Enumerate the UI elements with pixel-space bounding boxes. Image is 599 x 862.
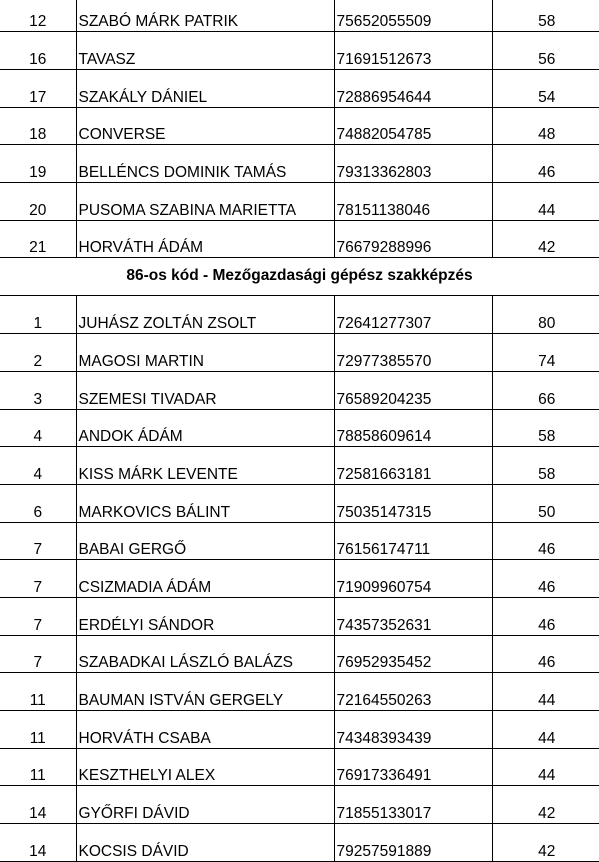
points-cell: 58	[492, 0, 599, 32]
name-cell: SZABADKAI LÁSZLÓ BALÁZS	[76, 635, 334, 673]
name-cell: BELLÉNCS DOMINIK TAMÁS	[76, 145, 334, 183]
rank-cell: 3	[0, 371, 76, 409]
name-cell: ANDOK ÁDÁM	[76, 409, 334, 447]
rank-cell: 20	[0, 182, 76, 220]
rank-cell: 7	[0, 598, 76, 636]
rank-cell: 19	[0, 145, 76, 183]
rank-cell: 4	[0, 447, 76, 485]
points-cell: 54	[492, 69, 599, 107]
points-cell: 42	[492, 220, 599, 258]
rank-cell: 12	[0, 0, 76, 32]
name-cell: PUSOMA SZABINA MARIETTA	[76, 182, 334, 220]
ranking-table	[0, 296, 599, 862]
table-row	[0, 560, 599, 598]
rank-cell: 2	[0, 334, 76, 372]
id-cell: 76156174711	[334, 522, 492, 560]
table-row	[0, 711, 599, 749]
id-cell: 71691512673	[334, 32, 492, 70]
rank-cell: 7	[0, 522, 76, 560]
name-cell: GYŐRFI DÁVID	[76, 786, 334, 824]
id-cell: 75035147315	[334, 484, 492, 522]
rank-cell: 14	[0, 824, 76, 862]
table-row	[0, 447, 599, 485]
points-cell: 42	[492, 786, 599, 824]
points-cell: 46	[492, 560, 599, 598]
table-row	[0, 220, 599, 258]
table-row	[0, 69, 599, 107]
points-cell: 80	[492, 296, 599, 334]
rank-cell: 11	[0, 673, 76, 711]
name-cell: ERDÉLYI SÁNDOR	[76, 598, 334, 636]
id-cell: 71909960754	[334, 560, 492, 598]
id-cell: 72581663181	[334, 447, 492, 485]
name-cell: CSIZMADIA ÁDÁM	[76, 560, 334, 598]
table-row	[0, 635, 599, 673]
points-cell: 58	[492, 447, 599, 485]
table-row	[0, 786, 599, 824]
points-cell: 44	[492, 673, 599, 711]
table-row	[0, 484, 599, 522]
id-cell: 72641277307	[334, 296, 492, 334]
name-cell: KOCSIS DÁVID	[76, 824, 334, 862]
points-cell: 44	[492, 711, 599, 749]
name-cell: HORVÁTH CSABA	[76, 711, 334, 749]
id-cell: 72886954644	[334, 69, 492, 107]
points-cell: 42	[492, 824, 599, 862]
points-cell: 44	[492, 182, 599, 220]
table-row	[0, 182, 599, 220]
id-cell: 76679288996	[334, 220, 492, 258]
table-row	[0, 296, 599, 334]
table-row	[0, 748, 599, 786]
rank-cell: 14	[0, 786, 76, 824]
rank-cell: 4	[0, 409, 76, 447]
points-cell: 46	[492, 522, 599, 560]
name-cell: SZABÓ MÁRK PATRIK	[76, 0, 334, 32]
name-cell: SZEMESI TIVADAR	[76, 371, 334, 409]
table-row	[0, 145, 599, 183]
table-row	[0, 522, 599, 560]
id-cell: 72977385570	[334, 334, 492, 372]
points-cell: 56	[492, 32, 599, 70]
section-heading: 86-os kód - Mezőgazdasági gépész szakképzés	[0, 258, 599, 296]
rank-cell: 21	[0, 220, 76, 258]
name-cell: CONVERSE	[76, 107, 334, 145]
rank-cell: 17	[0, 69, 76, 107]
name-cell: KESZTHELYI ALEX	[76, 748, 334, 786]
rank-cell: 1	[0, 296, 76, 334]
table-row	[0, 409, 599, 447]
id-cell: 76589204235	[334, 371, 492, 409]
points-cell: 58	[492, 409, 599, 447]
rank-cell: 7	[0, 635, 76, 673]
table-row	[0, 371, 599, 409]
id-cell: 74357352631	[334, 598, 492, 636]
rank-cell: 11	[0, 748, 76, 786]
name-cell: MAGOSI MARTIN	[76, 334, 334, 372]
id-cell: 78858609614	[334, 409, 492, 447]
points-cell: 46	[492, 598, 599, 636]
id-cell: 79257591889	[334, 824, 492, 862]
rank-cell: 18	[0, 107, 76, 145]
rank-cell: 7	[0, 560, 76, 598]
name-cell: BAUMAN ISTVÁN GERGELY	[76, 673, 334, 711]
rank-cell: 11	[0, 711, 76, 749]
table-row	[0, 0, 599, 32]
id-cell: 78151138046	[334, 182, 492, 220]
name-cell: SZAKÁLY DÁNIEL	[76, 69, 334, 107]
name-cell: MARKOVICS BÁLINT	[76, 484, 334, 522]
name-cell: HORVÁTH ÁDÁM	[76, 220, 334, 258]
points-cell: 46	[492, 635, 599, 673]
table-row	[0, 334, 599, 372]
points-cell: 50	[492, 484, 599, 522]
points-cell: 74	[492, 334, 599, 372]
points-cell: 66	[492, 371, 599, 409]
rank-cell: 16	[0, 32, 76, 70]
name-cell: KISS MÁRK LEVENTE	[76, 447, 334, 485]
name-cell: BABAI GERGŐ	[76, 522, 334, 560]
id-cell: 79313362803	[334, 145, 492, 183]
id-cell: 71855133017	[334, 786, 492, 824]
table-row	[0, 107, 599, 145]
points-cell: 46	[492, 145, 599, 183]
id-cell: 74348393439	[334, 711, 492, 749]
table-row	[0, 32, 599, 70]
rank-cell: 6	[0, 484, 76, 522]
points-cell: 48	[492, 107, 599, 145]
name-cell: JUHÁSZ ZOLTÁN ZSOLT	[76, 296, 334, 334]
points-cell: 44	[492, 748, 599, 786]
table-row	[0, 598, 599, 636]
table-row	[0, 824, 599, 862]
id-cell: 74882054785	[334, 107, 492, 145]
id-cell: 76952935452	[334, 635, 492, 673]
id-cell: 72164550263	[334, 673, 492, 711]
table-row	[0, 673, 599, 711]
id-cell: 76917336491	[334, 748, 492, 786]
ranking-table-continued	[0, 0, 599, 258]
id-cell: 75652055509	[334, 0, 492, 32]
name-cell: TAVASZ	[76, 32, 334, 70]
